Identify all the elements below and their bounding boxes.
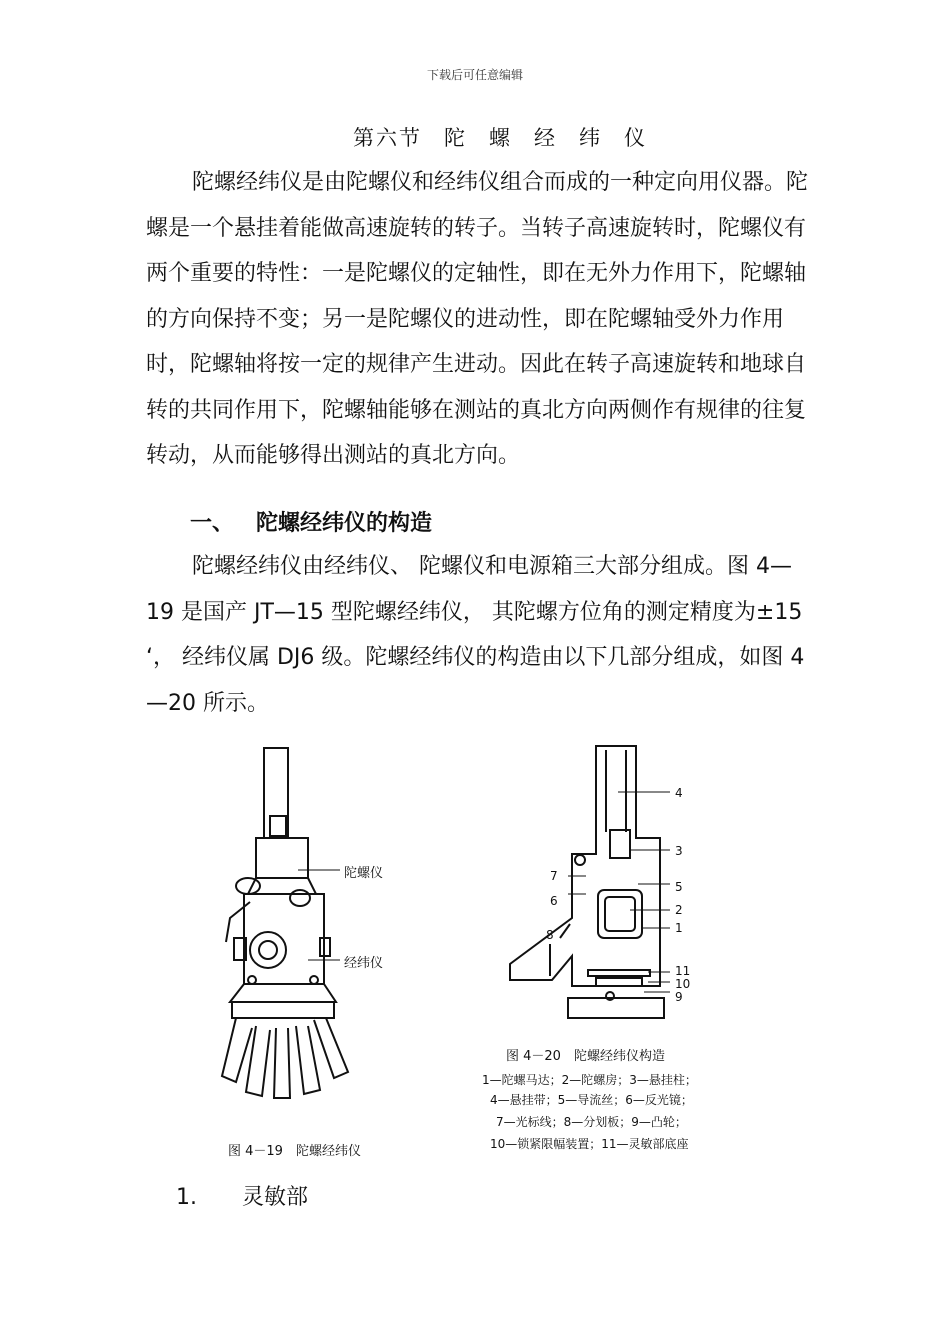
intro-paragraph [146, 160, 816, 479]
theodolite-label: 经纬仪 [344, 956, 384, 971]
structure-paragraph [146, 544, 816, 726]
legend-line: 1—陀螺马达；2—陀螺房；3—悬挂柱； [482, 1073, 697, 1087]
part-number: 4 [675, 786, 683, 800]
part-number: 5 [675, 880, 683, 894]
gyro-label: 陀螺仪 [344, 866, 384, 881]
legend-line: 7—光标线；8—分划板；9—凸轮； [496, 1115, 687, 1129]
intro-text: 陀螺经纬仪是由陀螺仪和经纬仪组合而成的一种定向用仪器。陀螺是一个悬挂着能做高速旋转的转子。当转子高速旋转时，陀螺仪有两个重要的特性：一是陀螺仪的定轴性，即在无外力作用下，陀螺轴的方向保持不变；另一是陀螺仪的进动性，即在陀螺轴受外力作用时，陀螺轴将按一定的规律产生进动。因此在转子高速旋转和地球自转的共同作用下，陀螺轴能够在测站的真北方向两侧作有规律的往复转动，从而能够得出测站的真北方向。 [146, 170, 809, 468]
part-number: 9 [675, 990, 683, 1004]
title-char: 仪 [624, 126, 647, 150]
heading-text: 陀螺经纬仪的构造 [256, 511, 433, 536]
section-number: 第六节 [353, 126, 422, 150]
heading-number: 一、 [190, 511, 235, 536]
gyro-theodolite-figure [210, 742, 400, 1132]
part-number: 6 [550, 894, 558, 908]
heading-structure [190, 506, 432, 537]
figure-19-caption: 图 4－19 陀螺经纬仪 [228, 1144, 361, 1159]
title-char: 经 [534, 126, 557, 150]
title-char: 陀 [444, 126, 467, 150]
list-item-text: 灵敏部 [242, 1185, 309, 1210]
part-number: 11 [675, 964, 691, 978]
structure-text: 陀螺经纬仪由经纬仪、 陀螺仪和电源箱三大部分组成。图 4—19 是国产 JT—15 型陀螺经纬仪， 其陀螺方位角的测定精度为±15 ‘， 经纬仪属 DJ6 级。陀螺经纬仪的构造由以下几部分组成，如图 4—20 所示。 [146, 554, 805, 716]
title-char: 纬 [579, 126, 602, 150]
part-number: 10 [675, 977, 691, 991]
part-number: 3 [675, 844, 683, 858]
figure-20-caption: 图 4－20 陀螺经纬仪构造 [506, 1049, 665, 1064]
part-number: 7 [550, 869, 558, 883]
legend-line: 10—锁紧限幅装置；11—灵敏部底座 [490, 1137, 689, 1151]
gyro-structure-diagram [498, 742, 698, 1022]
part-number: 1 [675, 921, 683, 935]
part-number: 2 [675, 903, 683, 917]
title-char: 螺 [489, 126, 512, 150]
part-number: 8 [546, 928, 554, 942]
section-title [0, 122, 950, 152]
list-item-number: 1. [176, 1185, 197, 1210]
list-item [176, 1180, 308, 1211]
page-header: 下载后可任意编辑 [426, 68, 523, 82]
legend-line: 4—悬挂带；5—导流丝；6—反光镜； [490, 1093, 693, 1107]
